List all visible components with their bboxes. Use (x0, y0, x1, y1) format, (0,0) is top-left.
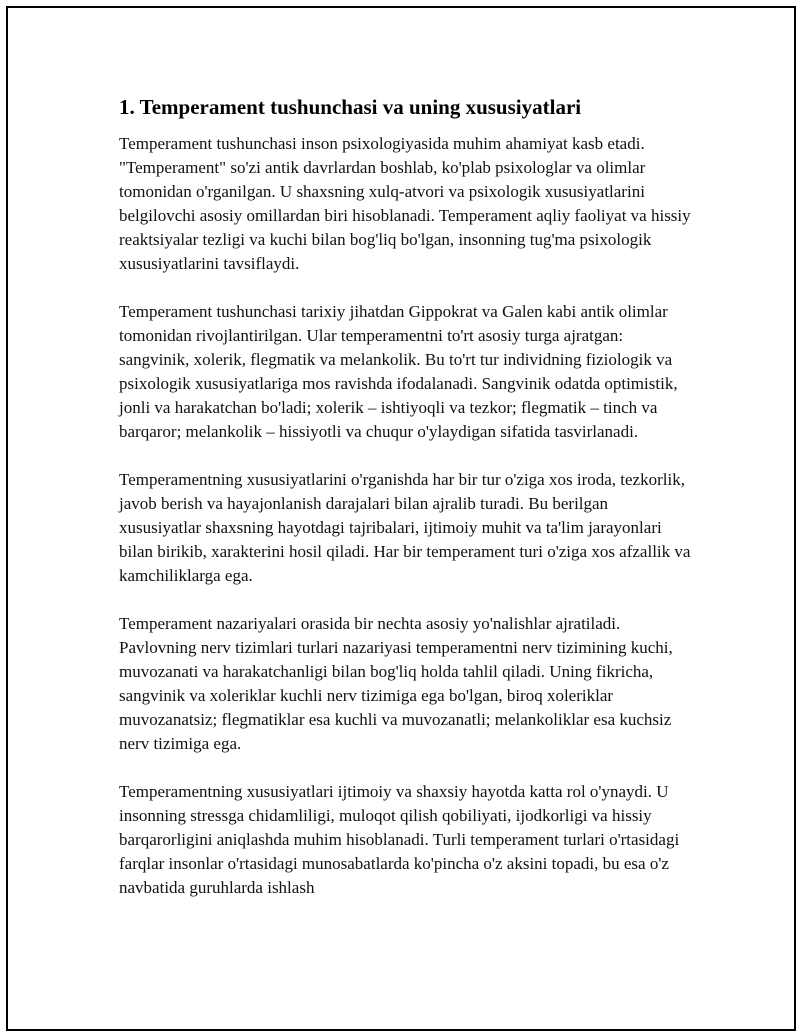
section-heading: 1. Temperament tushunchasi va uning xususiyatlari (119, 95, 582, 119)
paragraph-5: Temperamentning xususiyatlari ijtimoiy va shaxsiy hayotda katta rol o'ynaydi. U insonning stressga chidamliligi, muloqot qilish qobiliyati, ijodkorligi va hissiy barqarorligini aniqlashda muhim hisoblanadi. Turli temperament turlari o'rtasidagi farqlar insonlar o'rtasidagi munosabatlarda ko'pincha o'z aksini topadi, bu esa o'z navbatida guruhlarda ishlash (119, 782, 680, 897)
paragraph-1: Temperament tushunchasi inson psixologiyasida muhim ahamiyat kasb etadi. "Temperament" so'zi antik davrlardan boshlab, ko'plab psixologlar va olimlar tomonidan o'rganilgan. U shaxsning xulq-atvori va psixologik xususiyatlarini belgilovchi asosiy omillardan biri hisoblanadi. Temperament aqliy faoliyat va hissiy reaktsiyalar tezligi va kuchi bilan bog'liq bo'lgan, insonning tug'ma psixologik xususiyatlarini tavsiflaydi. (119, 134, 691, 273)
paragraph-4: Temperament nazariyalari orasida bir nechta asosiy yo'nalishlar ajratiladi. Pavlovning nerv tizimlari turlari nazariyasi temperamentni nerv tizimining kuchi, muvozanati va harakatchanligi bilan bog'liq holda tahlil qiladi. Uning fikricha, sangvinik va xoleriklar kuchli nerv tizimiga ega bo'lgan, biroq xoleriklar muvozanatsiz; flegmatiklar esa kuchli va muvozanatli; melankoliklar esa kuchsiz nerv tizimiga ega. (119, 614, 673, 753)
paragraph-2: Temperament tushunchasi tarixiy jihatdan Gippokrat va Galen kabi antik olimlar tomonidan rivojlantirilgan. Ular temperamentni to'rt asosiy turga ajratgan: sangvinik, xolerik, flegmatik va melankolik. Bu to'rt tur individning fiziologik va psixologik xususiyatlariga mos ravishda ifodalanadi. Sangvinik odatda optimistik, jonli va harakatchan bo'ladi; xolerik – ishtiyoqli va tezkor; flegmatik – tinch va barqaror; melankolik – hissiyotli va chuqur o'ylaydigan sifatida tasvirlanadi. (119, 302, 678, 441)
paragraph-3: Temperamentning xususiyatlarini o'rganishda har bir tur o'ziga xos iroda, tezkorlik, javob berish va hayajonlanish darajalari bilan ajralib turadi. Bu berilgan xususiyatlar shaxsning hayotdagi tajribalari, ijtimoiy muhit va ta'lim jarayonlari bilan birikib, xarakterini hosil qiladi. Har bir temperament turi o'ziga xos afzallik va kamchiliklarga ega. (119, 470, 691, 585)
document-page (6, 6, 796, 1031)
document-body (119, 93, 694, 924)
